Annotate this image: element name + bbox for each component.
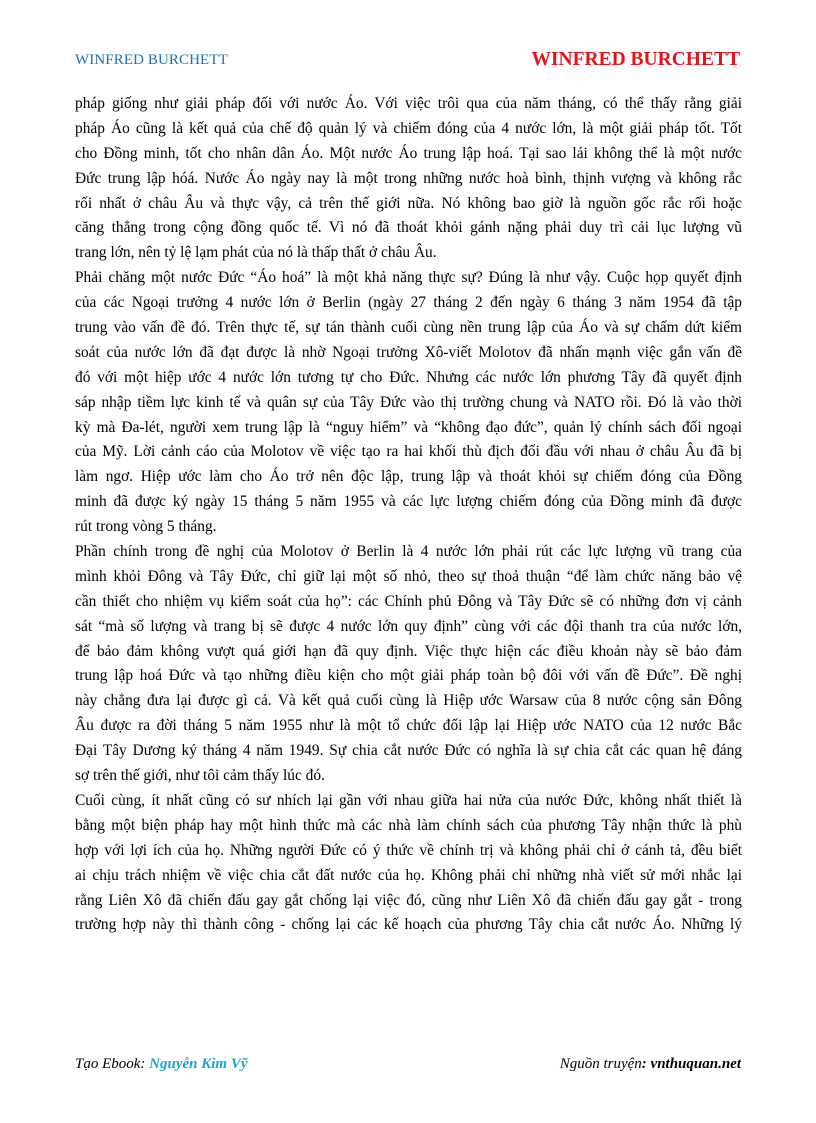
text-line: cần thiết cho nhiệm vụ kiểm soát của họ”: các Chính phủ Đông và Tây Đức sẽ có những đơn vị cảnh — [75, 592, 742, 610]
text-line: mình khỏi Đông và Tây Đức, chỉ giữ lại một số nhỏ, theo sự thoả thuận “để làm chức năng bảo vệ — [75, 567, 742, 585]
text-line: minh đã được ký ngày 15 tháng 5 năm 1955 và các lực lượng chiếm đóng của Đồng minh đã được — [75, 493, 742, 511]
text-line: ai chịu trách nhiệm về việc chia cắt đất nước của họ. Không phải chỉ những nhà viết sử mới nhắc lại — [75, 866, 742, 884]
text-line: trung vào vấn đề đó. Trên thực tế, sự tán thành cuối cùng nền trung lập của Áo và sự chấm dứt kiểm — [75, 319, 742, 337]
text-line: để bảo đảm không vượt quá giới hạn đã quy định. Việc thực hiện các điều khoản này sẽ bảo đảm — [75, 642, 742, 660]
text-line: pháp giống như giải pháp đối với nước Áo. Với việc trôi qua của năm tháng, có thể thấy rằng giải — [75, 95, 742, 112]
text-line: đó với một hiệp ước 4 nước lớn tương tự cho Đức. Nhưng các nước lớn phương Tây đã quyết định — [75, 368, 742, 386]
text-line: sợ trên thế giới, như tôi cảm thấy lúc đó. — [75, 767, 325, 785]
text-line: Phải chăng một nước Đức “Áo hoá” là một khả năng thực sự? Đúng là như vậy. Cuộc họp quyết định — [75, 269, 742, 287]
header-author-left: WINFRED BURCHETT — [75, 52, 228, 68]
text-line: rút trong vòng 5 tháng. — [75, 518, 217, 536]
footer-ebook-label: Tạo Ebook — [75, 1056, 141, 1072]
text-line: trang lớn, nên tỷ lệ lạm phát của nó là thấp thất ở châu Âu. — [75, 244, 437, 262]
header-author-right: WINFRED BURCHETT — [531, 49, 740, 70]
footer-ebook-credit — [75, 1056, 248, 1073]
text-line: của Mỹ. Lời cảnh cáo của Molotov về việc tạo ra hai khối thù địch đối đầu với nhau ở châu Âu đã bị — [75, 443, 742, 461]
text-line: pháp Áo cũng là kết quả của chế độ quản lý và chiếm đóng của 4 nước lớn, là một giải pháp tốt. Tốt — [75, 119, 742, 137]
text-line: cho Đồng minh, tốt cho nhân dân Áo. Một nước Áo trung lập hoá. Tại sao lái không thể là một nước — [75, 144, 742, 162]
footer-source-site: vnthuquan.net — [650, 1056, 741, 1072]
text-line: rằng Liên Xô đã chiến đấu gay gắt chống lại việc đó, cũng như Liên Xô đã chiến đấu gay gắt - trong — [75, 891, 742, 909]
text-line: này chẳng đưa lại được gì cả. Và kết quả cuối cùng là Hiệp ước Warsaw của 8 nước cộng sản Đông — [75, 692, 742, 710]
footer-ebook-creator: Nguyễn Kim Vỹ — [149, 1056, 248, 1072]
body-text — [75, 92, 742, 938]
text-line: Phần chính trong đề nghị của Molotov ở Berlin là 4 nước lớn phải rút các lực lượng vũ trang của — [75, 543, 742, 561]
footer-ebook-separator: : — [140, 1056, 150, 1072]
footer-source-separator: : — [641, 1056, 651, 1072]
text-line: căng thẳng trong cộng đồng quốc tế. Vì nó đã thoát khỏi gánh nặng phải duy trì cải lục lượng vũ — [75, 219, 742, 237]
text-line: Âu được ra đời tháng 5 năm 1955 như là một tổ chức đối lập lại Hiệp ước NATO của 12 nước Bắc — [75, 717, 742, 735]
text-line: sát “mà số lượng và trang bị sẽ được 4 nước lớn quy định” cùng với các đội thanh tra của nước lớn, — [75, 617, 742, 635]
text-line: soát của nước lớn đã đạt được là nhờ Ngoại trưởng Xô-viết Molotov đã nhấn mạnh việc gắn vấn đề — [75, 343, 742, 361]
text-line: hợp với lợi ích của họ. Những người Đức có ý thức về chính trị và không phải chỉ ở cánh tả, đều biết — [75, 841, 742, 859]
text-line: của các Ngoại trưởng 4 nước lớn ở Berlin (ngày 27 tháng 2 đến ngày 6 tháng 3 năm 1954 đã tập — [75, 294, 742, 312]
footer-source-credit — [560, 1056, 741, 1073]
text-line: sáp nhập tiềm lực kinh tế và quân sự của Tây Đức vào thị trường chung và NATO rồi. Đó là vào thời — [75, 393, 742, 411]
text-line: rối nhất ở châu Âu và thực vậy, cả trên thế giới nữa. Nó không bao giờ là nguồn gốc rắc rối hoặc — [75, 194, 742, 212]
text-line: kỳ mà Đa-lét, người xem trung lập là “nguy hiểm” và “không đạo đức”, quản lý chính sách đối ngoại — [75, 418, 742, 436]
text-line: Đức trung lập hóá. Nước Áo ngày nay là một trong những nước hoà bình, thịnh vượng và không rắc — [75, 169, 742, 187]
text-line: trung lập hoá Đức và tạo những điều kiện cho một giải pháp toàn bộ đôi với vấn đề Đức”. Đề nghị — [75, 667, 742, 685]
footer-source-label: Nguồn truyện — [559, 1056, 642, 1072]
text-line: làm ngơ. Hiệp ước làm cho Áo trở nên độc lập, trung lập và thoát khỏi sự chiếm đóng của Đồng — [75, 468, 742, 486]
text-line: Cuối cùng, ít nhất cũng có sư nhích lại gần với nhau giữa hai nửa của nước Đức, không nhất thiết là — [75, 791, 742, 809]
text-line: trường hợp này thì thành công - chống lại các kế hoạch của phương Tây chia cắt nước Áo. Những lý — [75, 916, 742, 934]
text-line: Đại Tây Dương ký tháng 4 năm 1949. Sự chia cắt nước Đức có nghĩa là sự chia cắt các quan hệ đáng — [75, 742, 742, 760]
text-line: bằng một biện pháp hay một hình thức mà các nhà làm chính sách của phương Tây nhận thức là phù — [75, 816, 742, 834]
